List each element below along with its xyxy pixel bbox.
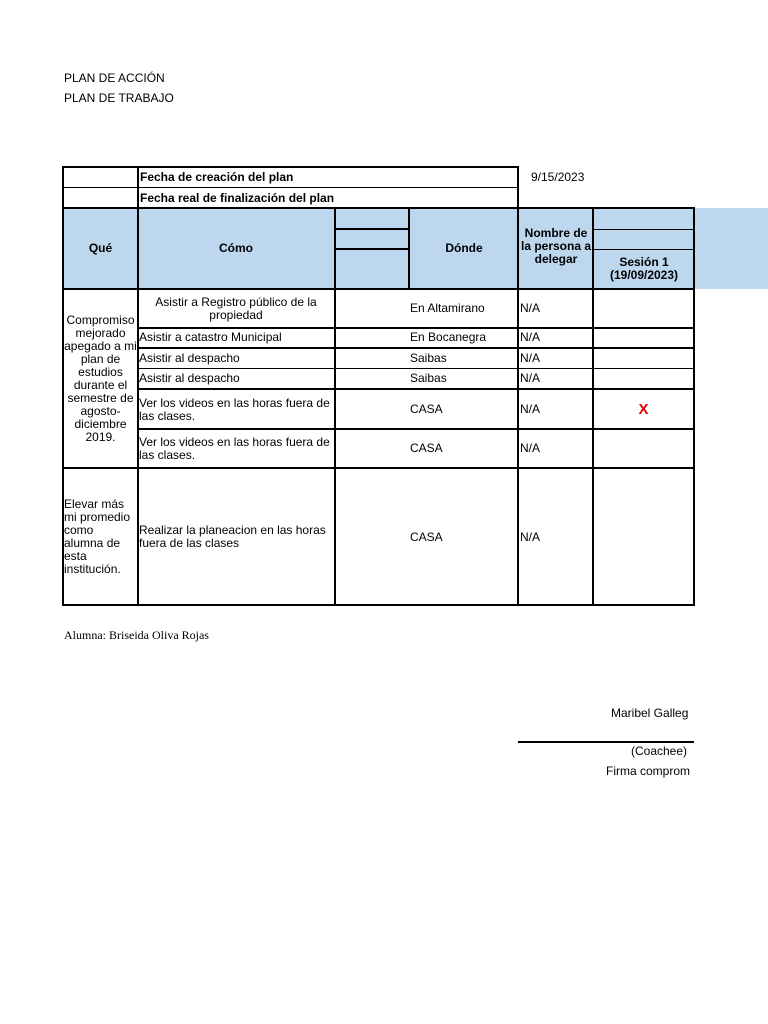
como-cell: Asistir al despacho — [139, 371, 240, 385]
table-border — [334, 228, 409, 230]
column-header-sesion: Sesión 1 (19/09/2023) — [609, 255, 679, 282]
como-cell: Asistir a catastro Municipal — [139, 330, 282, 344]
coach-name: Maribel Galleg — [611, 706, 689, 720]
creation-date-value: 9/15/2023 — [531, 170, 585, 184]
table-border — [137, 428, 695, 430]
que-cell-1: Compromiso mejorado apegado a mi plan de estudios durante el semestre de agosto-diciembre 2019. — [64, 313, 137, 444]
table-border — [62, 166, 64, 606]
delegar-cell: N/A — [520, 371, 541, 385]
delegar-cell: N/A — [520, 330, 541, 344]
end-date-value — [531, 188, 611, 208]
table-border — [334, 207, 336, 606]
table-border — [62, 166, 518, 168]
donde-cell: CASA — [410, 441, 443, 455]
table-border — [137, 368, 695, 369]
donde-cell: CASA — [410, 529, 443, 544]
table-border — [62, 207, 695, 209]
table-border — [594, 229, 694, 230]
table-border — [137, 388, 695, 390]
table-border — [62, 288, 695, 290]
column-header-donde: Dónde — [445, 241, 483, 255]
column-header-delegar: Nombre de la persona a delegar — [520, 225, 592, 266]
table-border — [408, 207, 410, 289]
table-border — [592, 207, 594, 606]
donde-cell: Saibas — [410, 350, 447, 365]
que-cell-2: Elevar más mi promedio como alumna de esta institución. — [64, 497, 131, 576]
table-border — [62, 604, 695, 606]
como-cell: Ver los videos en las horas fuera de las clases. — [139, 434, 330, 462]
delegar-cell: N/A — [520, 529, 541, 544]
como-cell: Asistir al despacho — [139, 350, 240, 365]
table-border — [62, 187, 518, 188]
table-border — [517, 166, 519, 606]
como-cell: Realizar la planeacion en las horas fuera de las clases — [139, 523, 326, 550]
delegar-cell: N/A — [520, 441, 541, 455]
table-border — [137, 347, 695, 349]
creation-date-label: Fecha de creación del plan — [140, 170, 294, 184]
document-subtitle: PLAN DE TRABAJO — [64, 91, 174, 105]
donde-cell: En Bocanegra — [410, 330, 487, 344]
document-title: PLAN DE ACCIÓN — [64, 71, 165, 85]
como-cell: Ver los videos en las horas fuera de las clases. — [139, 395, 330, 423]
signature-line — [518, 741, 694, 743]
signature-label: Firma comprom — [606, 764, 691, 778]
donde-cell: CASA — [410, 402, 443, 416]
end-date-label: Fecha real de finalización del plan — [140, 190, 335, 205]
table-border — [137, 327, 695, 329]
column-header-que: Qué — [88, 241, 113, 255]
student-name: Alumna: Briseida Oliva Rojas — [64, 628, 209, 642]
session-mark: X — [638, 401, 649, 418]
donde-cell: En Altamirano — [410, 301, 485, 315]
coachee-label: (Coachee) — [631, 744, 688, 758]
table-border — [334, 248, 409, 250]
delegar-cell: N/A — [520, 301, 541, 315]
table-border — [693, 207, 695, 606]
como-cell: Asistir a Registro público de la propiedad — [155, 294, 317, 322]
table-border — [594, 249, 694, 250]
column-header-como: Cómo — [219, 241, 253, 255]
table-border — [137, 166, 139, 606]
delegar-cell: N/A — [520, 350, 541, 365]
delegar-cell: N/A — [520, 402, 541, 416]
table-border — [62, 467, 695, 469]
donde-cell: Saibas — [410, 371, 447, 385]
